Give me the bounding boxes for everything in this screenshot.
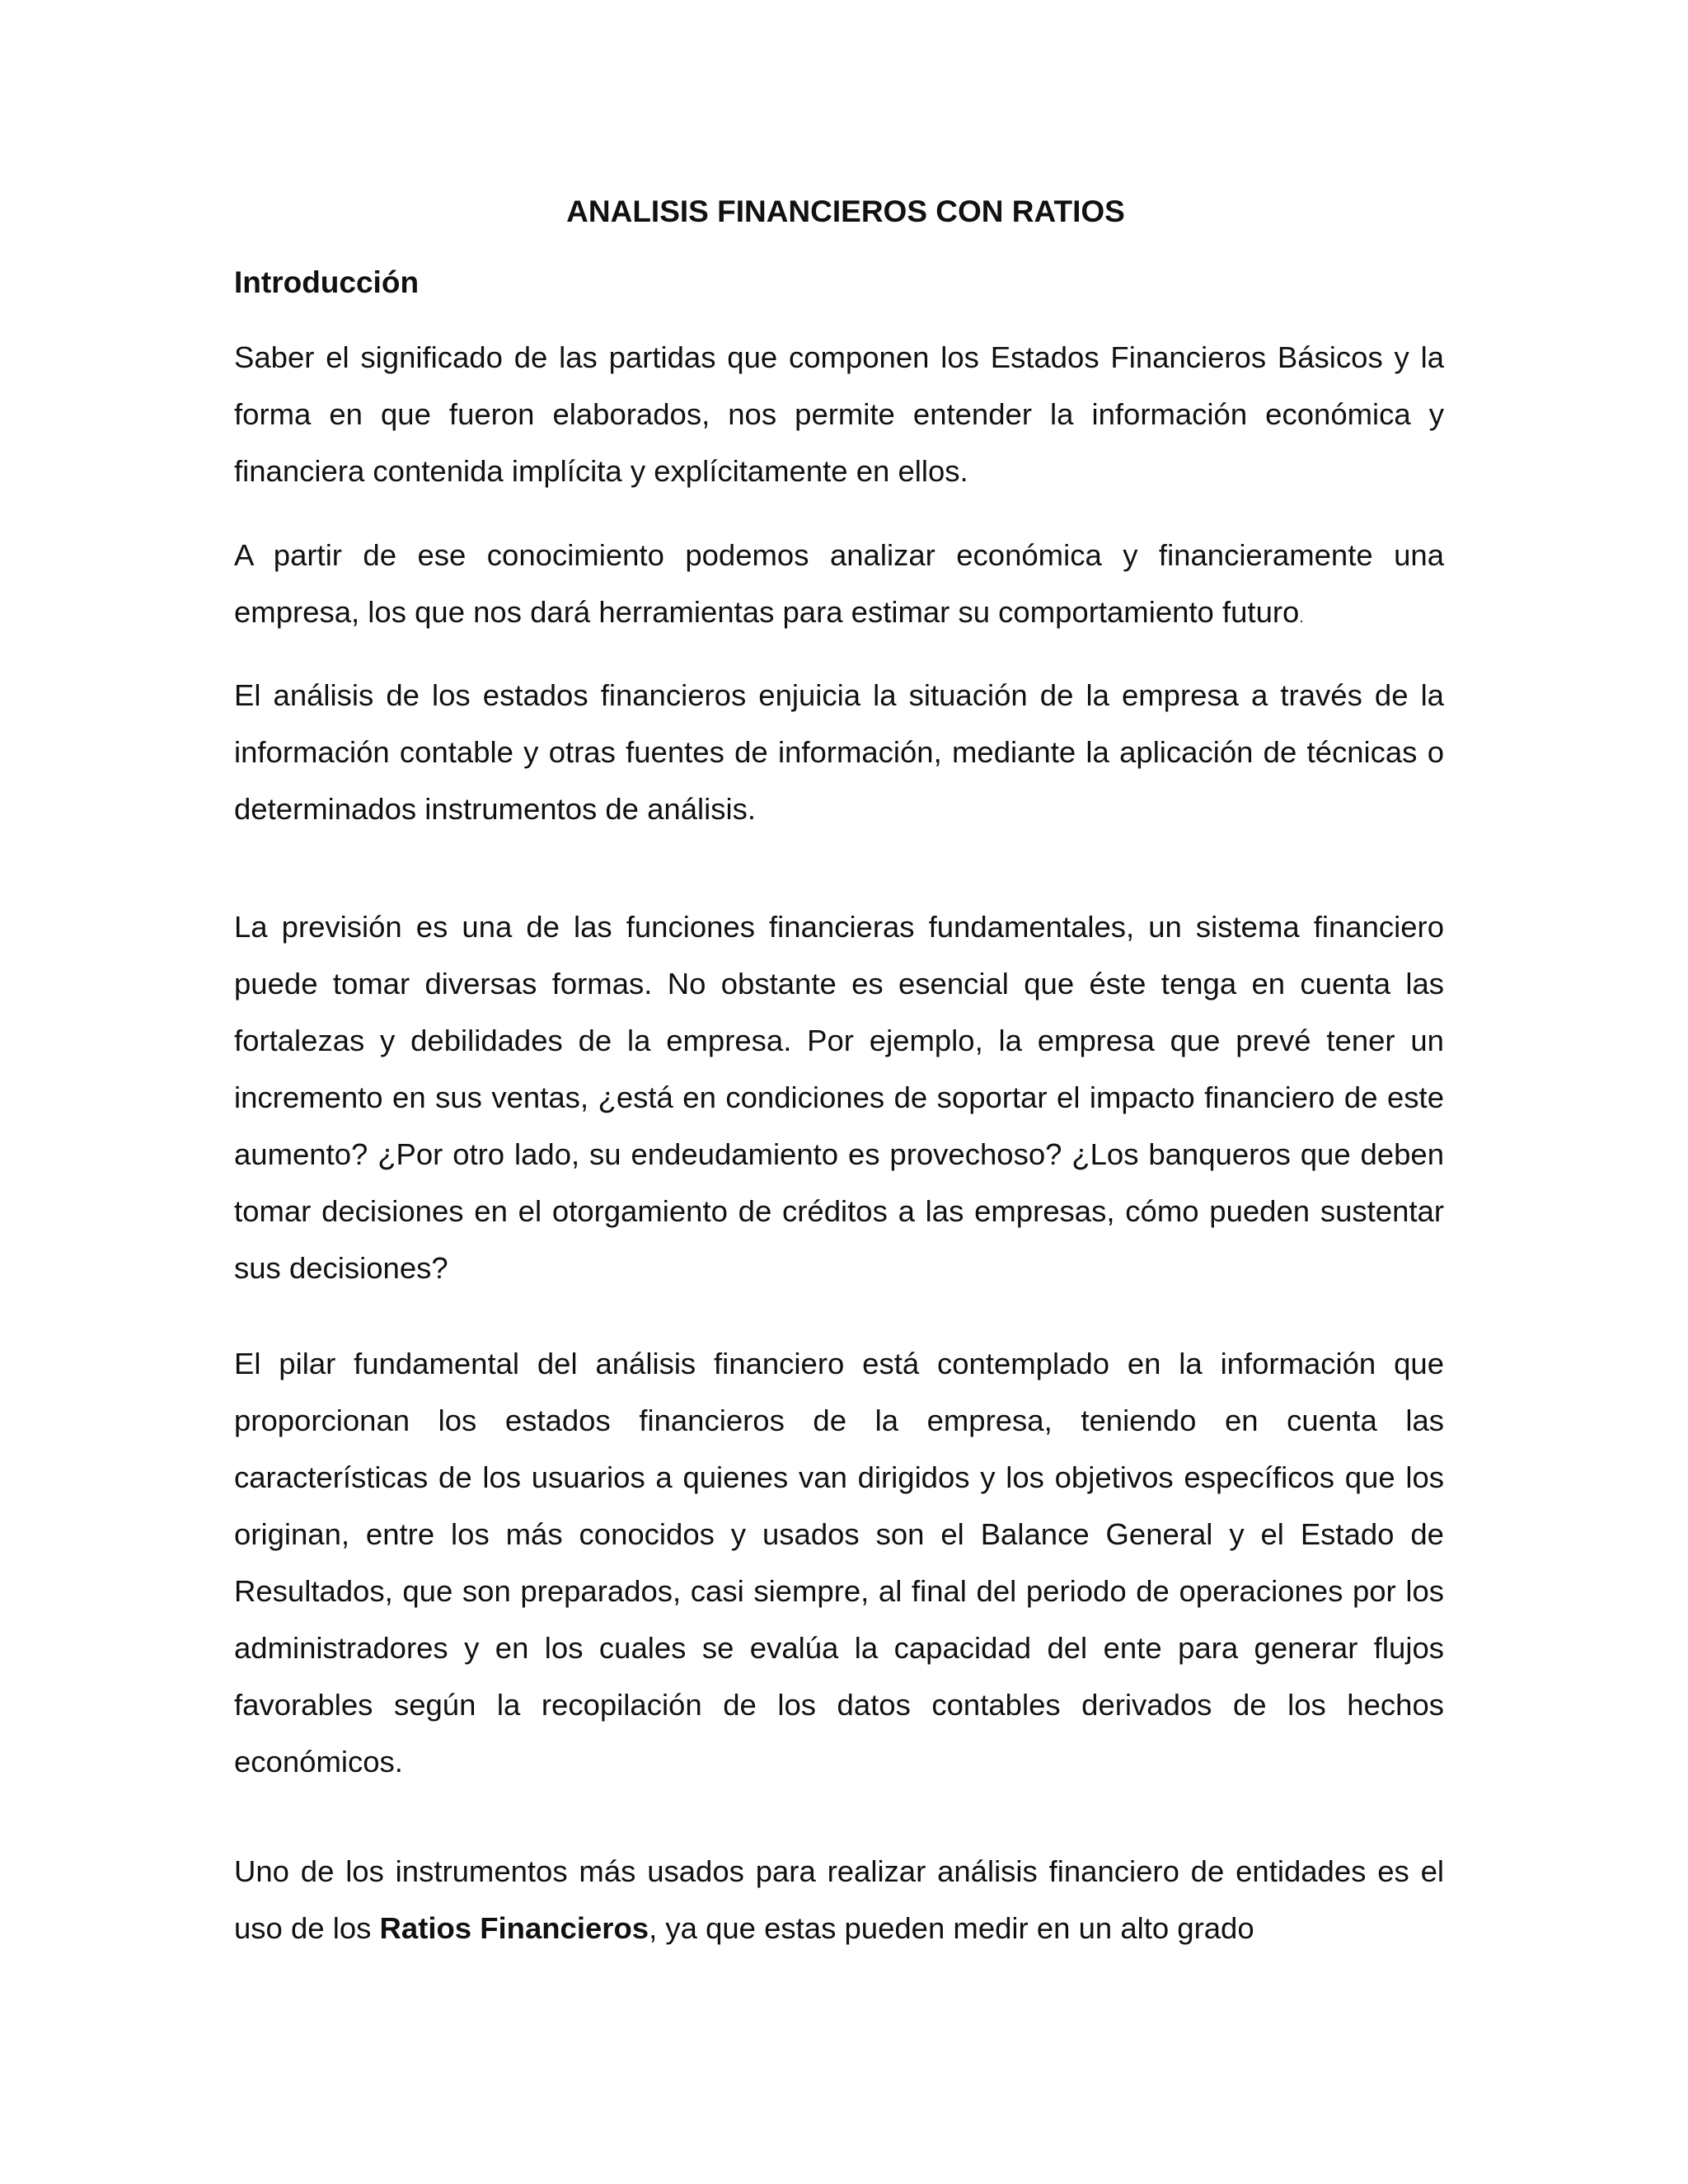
document-title: ANALISIS FINANCIEROS CON RATIOS [566, 194, 1125, 228]
paragraph-4: La previsión es una de las funciones financieras fundamentales, un sistema financiero puede tomar diversas formas. No obstante es esencial que éste tenga en cuenta las fortalezas y debilidades de la empresa. Por ejemplo, la empresa que prevé tener un incremento en sus ventas, ¿está en condiciones de soportar el impacto financiero de este aumento? ¿Por otro lado, su endeudamiento es provechoso? ¿Los banqueros que deben tomar decisiones en el otorgamiento de créditos a las empresas, cómo pueden sustentar sus decisiones? [234, 910, 1444, 1285]
paragraph-1: Saber el significado de las partidas que componen los Estados Financieros Básicos y la forma en que fueron elaborados, nos permite entender la información económica y financiera contenida implícita y explícitamente en ellos. [234, 340, 1444, 488]
paragraph-6-after: , ya que estas pueden medir en un alto grado [649, 1911, 1254, 1945]
paragraph-6-before: Uno de los instrumentos más usados para realizar análisis financiero de entidades es el uso de los [234, 1854, 1444, 1945]
paragraph-2-text: A partir de ese conocimiento podemos analizar económica y financieramente una empresa, los que nos dará herramientas para estimar su comportamiento futuro [234, 538, 1444, 629]
paragraph-2 [234, 527, 1444, 646]
section-heading: Introducción [234, 265, 420, 299]
paragraph-3: El análisis de los estados financieros enjuicia la situación de la empresa a través de la información contable y otras fuentes de información, mediante la aplicación de técnicas o determinados instrumentos de análisis. [234, 678, 1444, 826]
ratios-financieros-bold: Ratios Financieros [379, 1911, 649, 1945]
paragraph-6 [234, 1843, 1444, 1957]
paragraph-5: El pilar fundamental del análisis financiero está contemplado en la información que proporcionan los estados financieros de la empresa, teniendo en cuenta las características de los usuarios a quienes van dirigidos y los objetivos específicos que los originan, entre los más conocidos y usados son el Balance General y el Estado de Resultados, que son preparados, casi siempre, al final del periodo de operaciones por los administradores y en los cuales se evalúa la capacidad del ente para generar flujos favorables según la recopilación de los datos contables derivados de los hechos económicos. [234, 1347, 1444, 1779]
paragraph-2-end-dot: . [1299, 609, 1304, 626]
